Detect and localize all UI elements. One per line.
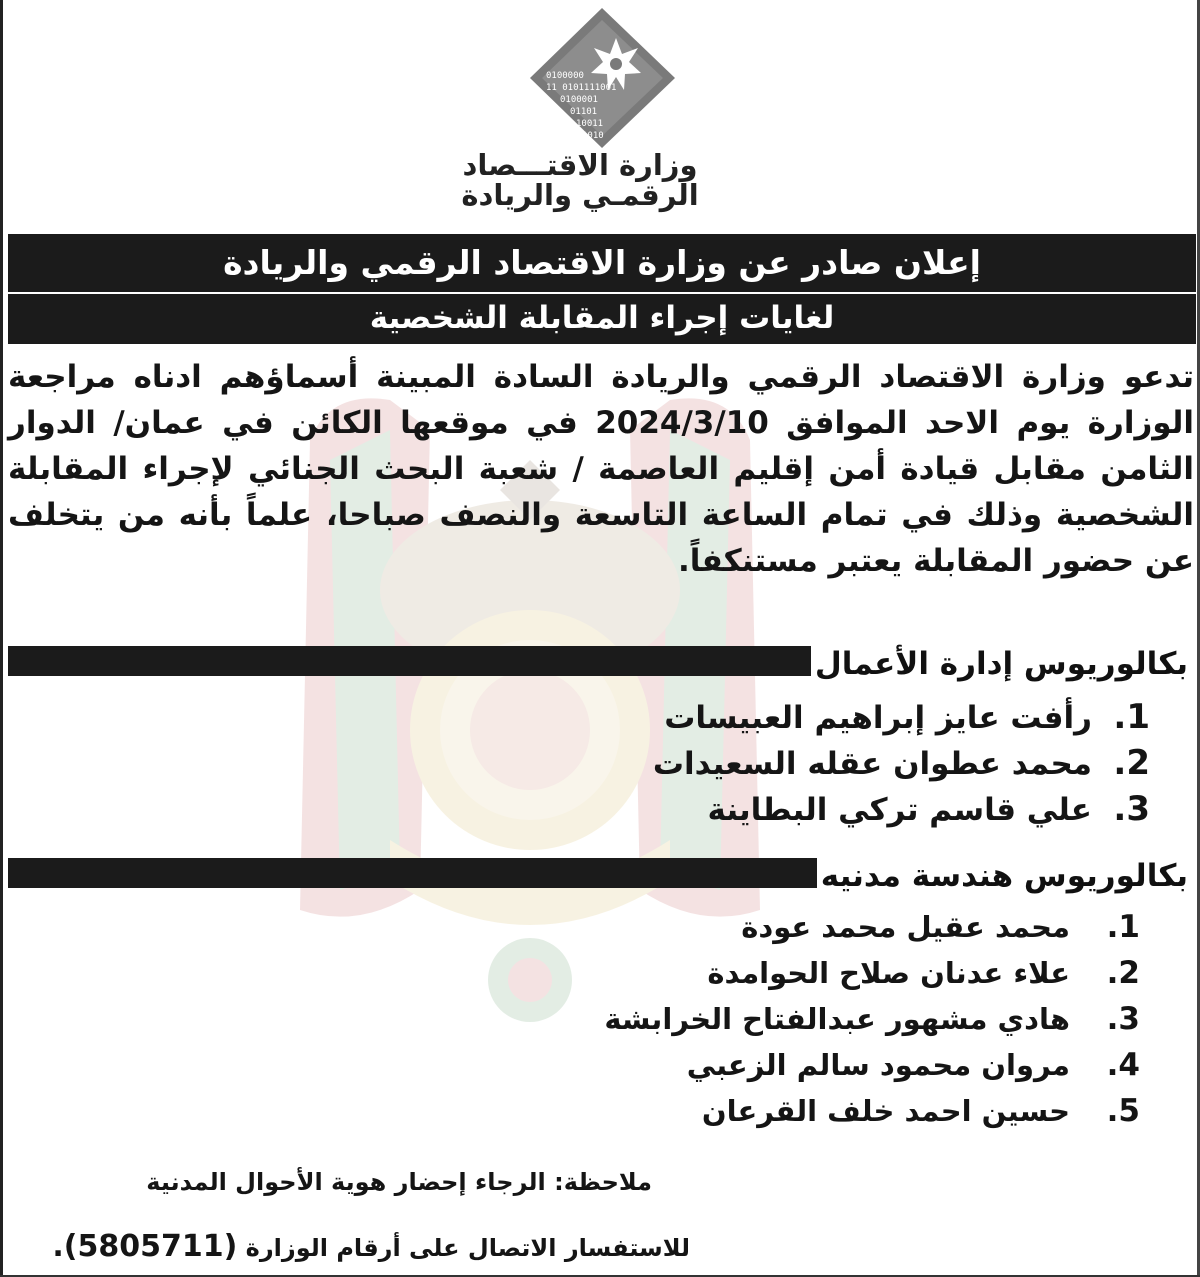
logo-binary-row: 0100000 <box>546 71 584 81</box>
list-item-number: 1. <box>1113 697 1150 737</box>
list-item <box>653 740 1150 786</box>
list-item-number: 1. <box>1106 909 1140 945</box>
logo-binary-row: 01101 <box>570 107 598 117</box>
list-item <box>604 904 1140 950</box>
footer-note: ملاحظة: الرجاء إحضار هوية الأحوال المدنية <box>146 1168 652 1196</box>
logo-binary-row: 1010 <box>582 131 604 141</box>
ministry-name-line1: وزارة الاقتـــصاد <box>462 148 698 182</box>
candidate-name: محمد عطوان عقله السعيدات <box>652 746 1092 782</box>
candidate-name: علي قاسم تركي البطاينة <box>707 792 1092 828</box>
list-item <box>653 694 1150 740</box>
section-heading-civil-engineering: بكالوريوس هندسة مدنيه <box>817 852 1196 900</box>
left-border <box>0 0 3 1277</box>
logo-binary-row: 0100001 <box>560 95 598 105</box>
list-item-number: 5. <box>1106 1093 1140 1129</box>
ministry-name-line2: الرقمـي والريادة <box>461 178 699 212</box>
announcement-body: تدعو وزارة الاقتصاد الرقمي والريادة السادة المبينة أسماؤهم ادناه مراجعة الوزارة يوم الاحد الموافق 2024/3/10 في موقعها الكائن في عمان/ الدوار الثامن مقابل قيادة أمن إقليم العاصمة / شعبة البحث الجنائي لإجراء المقابلة الشخصية وذلك في تمام الساعة التاسعة والنصف صباحا، علماً بأنه من يتخلف عن حضور المقابلة يعتبر مستنكفاً. <box>8 359 1194 579</box>
candidate-list-civil-engineering <box>604 904 1140 1134</box>
logo-binary-row: 10011 <box>576 119 604 129</box>
list-item-number: 3. <box>1113 789 1150 829</box>
list-item <box>604 1088 1140 1134</box>
candidate-name: محمد عقيل محمد عودة <box>741 910 1070 944</box>
candidate-name: علاء عدنان صلاح الحوامدة <box>707 956 1070 990</box>
list-item-number: 2. <box>1113 743 1150 783</box>
list-item-number: 4. <box>1106 1047 1140 1083</box>
candidate-name: هادي مشهور عبدالفتاح الخرابشة <box>604 1002 1070 1036</box>
announcement-title: إعلان صادر عن وزارة الاقتصاد الرقمي والريادة <box>8 234 1196 292</box>
section-heading-business: بكالوريوس إدارة الأعمال <box>811 640 1196 688</box>
list-item-number: 2. <box>1106 955 1140 991</box>
ministry-name <box>440 150 720 210</box>
list-item <box>604 996 1140 1042</box>
list-item <box>653 786 1150 832</box>
candidate-name: رأفت عايز إبراهيم العبيسات <box>664 700 1092 736</box>
logo-binary-row: 11 0101111001 <box>546 83 617 93</box>
candidate-name: مروان محمود سالم الزعبي <box>686 1048 1070 1082</box>
list-item-number: 3. <box>1106 1001 1140 1037</box>
ministry-logo <box>520 6 685 156</box>
candidate-list-business <box>653 694 1150 832</box>
list-item <box>604 1042 1140 1088</box>
contact-text: للاستفسار الاتصال على أرقام الوزارة <box>245 1234 690 1262</box>
footer-contact <box>52 1225 690 1270</box>
announcement-subtitle: لغايات إجراء المقابلة الشخصية <box>8 294 1196 344</box>
list-item <box>604 950 1140 996</box>
candidate-name: حسين احمد خلف القرعان <box>701 1094 1070 1128</box>
phone-number: (5805711). <box>52 1229 238 1264</box>
